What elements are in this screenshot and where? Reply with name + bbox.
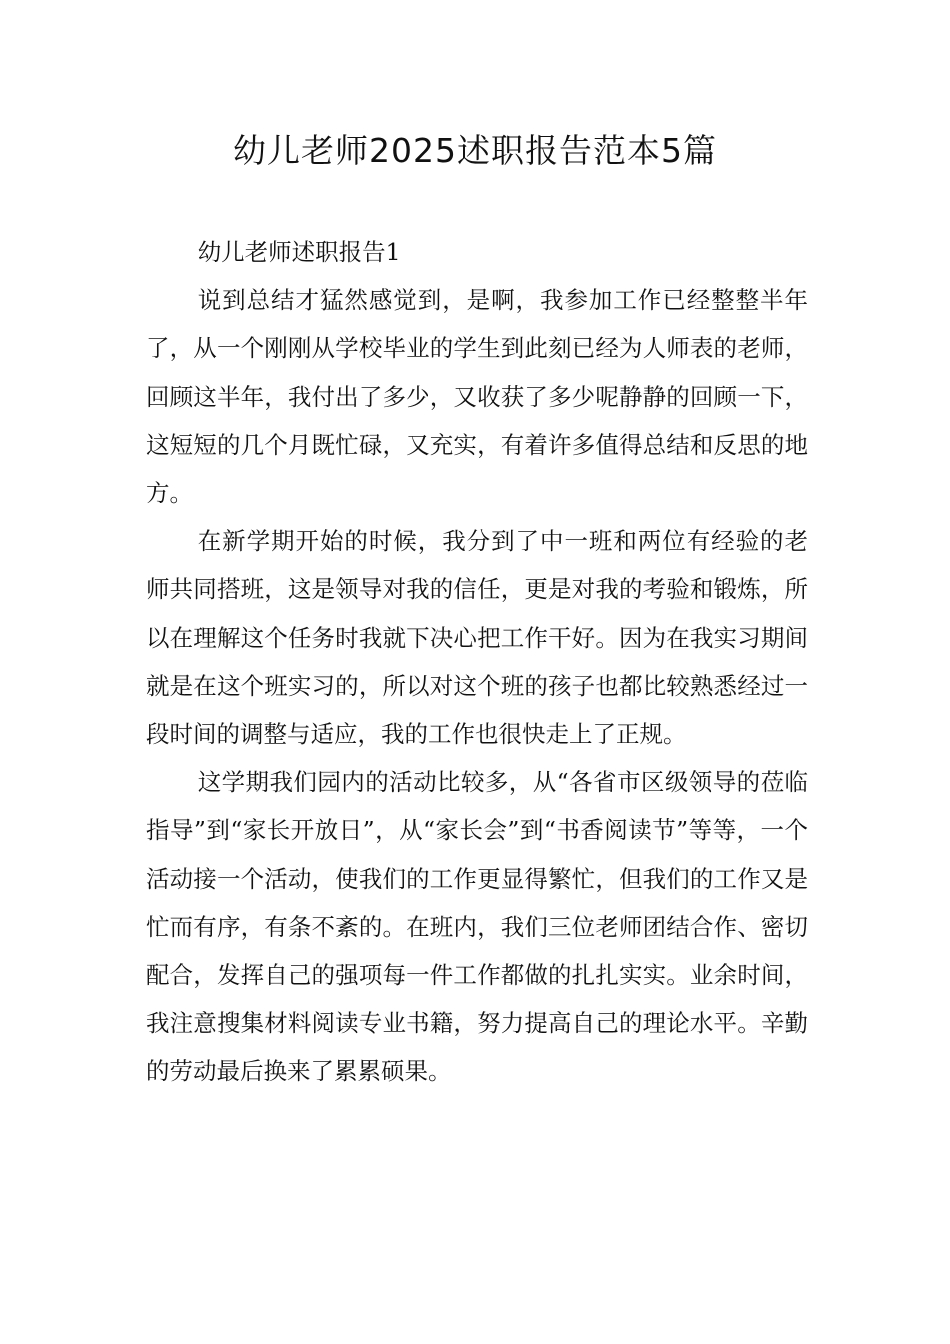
- paragraph-3: 这学期我们园内的活动比较多，从“各省市区级领导的莅临指导”到“家长开放日”，从“家长会”到“书香阅读节”等等，一个活动接一个活动，使我们的工作更显得繁忙，但我们的工作又是忙而有序，有条不紊的。在班内，我们三位老师团结合作、密切配合，发挥自己的强项每一件工作都做的扎扎实实。业余时间，我注意搜集材料阅读专业书籍，努力提高自己的理论水平。辛勤的劳动最后换来了累累硕果。: [146, 768, 808, 1086]
- paragraph-2: 在新学期开始的时候，我分到了中一班和两位有经验的老师共同搭班，这是领导对我的信任，更是对我的考验和锻炼，所以在理解这个任务时我就下决心把工作干好。因为在我实习期间就是在这个班实习的，所以对这个班的孩子也都比较熟悉经过一段时间的调整与适应，我的工作也很快走上了正规。: [146, 527, 808, 749]
- paragraph-1: 说到总结才猛然感觉到，是啊，我参加工作已经整整半年了，从一个刚刚从学校毕业的学生到此刻已经为人师表的老师，回顾这半年，我付出了多少，又收获了多少呢静静的回顾一下，这短短的几个月既忙碌，又充实，有着许多值得总结和反思的地方。: [146, 286, 808, 508]
- document-body: [146, 228, 808, 1096]
- section-heading: 幼儿老师述职报告1: [197, 238, 401, 266]
- document-title: 幼儿老师2025述职报告范本5篇: [233, 131, 717, 170]
